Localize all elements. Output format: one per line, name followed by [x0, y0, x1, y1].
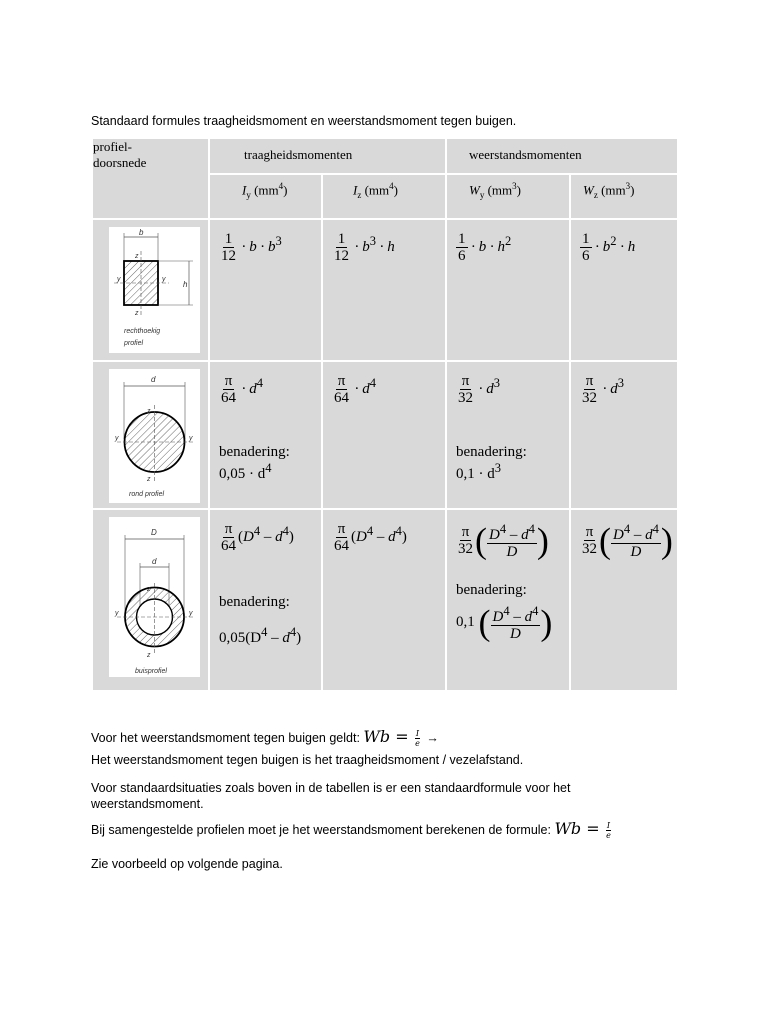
tube-axis-y-left: y	[115, 610, 119, 617]
round-iy-approx: benadering: $0,05 \cdot d^4$	[219, 444, 321, 483]
round-iy-approx-label: benadering:	[219, 444, 290, 460]
round-profile-drawing	[109, 369, 200, 503]
header-row	[92, 138, 678, 174]
rect-caption-line2: profiel	[124, 340, 144, 347]
tube-dim-d: d	[152, 557, 157, 566]
header-profiel-line2: doorsnede	[93, 155, 147, 170]
round-dim-d: d	[151, 375, 156, 384]
tube-iy-approx-label: benadering:	[219, 594, 290, 610]
line1-formula-wb: Wb =	[363, 727, 409, 746]
tube-axis-z-top: z	[147, 586, 151, 593]
tube-profile-drawing	[109, 517, 200, 677]
round-wy-approx-value: 0,1 · d	[456, 466, 495, 482]
rect-axis-y-right: y	[162, 276, 166, 283]
header-profiel-line1: profiel-	[93, 139, 132, 154]
tube-caption: buisprofiel	[135, 668, 167, 675]
row-rond	[92, 361, 678, 509]
tube-iy-approx: benadering: $0,05(D^4 - d^4)$	[219, 594, 321, 647]
round-axis-z-top: z	[147, 408, 151, 415]
formula-tube-wz: $\frac{\pi}{32}$ ( $\frac{D^4 - d^4}{D}$ )	[570, 509, 678, 691]
formula-rect-wy: $\frac{1}{6}$ · $b \cdot h^2$	[446, 219, 570, 361]
text-line-3a: Voor standaardsituaties zoals boven in de tabellen is er een standaardformule voor het	[91, 781, 571, 795]
tube-axis-z-bottom: z	[147, 652, 151, 659]
header-profiel	[92, 138, 209, 219]
round-axis-y-right: y	[189, 435, 193, 442]
line1-arrow: →	[426, 731, 439, 745]
line4-prefix: Bij samengestelde profielen moet je het weerstandsmoment berekenen de formule:	[91, 823, 551, 837]
page-title: Standaard formules traagheidsmoment en weerstandsmoment tegen buigen.	[91, 114, 517, 128]
profile-rect-cell	[92, 219, 209, 361]
rect-axis-z-bottom: z	[135, 310, 139, 317]
formula-table	[91, 137, 679, 692]
round-wy-approx-label: benadering:	[456, 444, 527, 460]
col-iz-header: $I_z$ $(mm^4)$	[322, 174, 446, 219]
text-line-1	[91, 727, 439, 748]
rect-axis-z-top: z	[135, 253, 139, 260]
rect-dim-h: h	[183, 280, 188, 289]
col-iy-header: $I_y$ $(mm^4)$	[209, 174, 322, 219]
line4-fraction: $\frac{I}{e}$	[606, 821, 611, 841]
col-wz-header: $W_z$ $(mm^3)$	[570, 174, 678, 219]
formula-tube-iy: $\frac{\pi}{64}$ $(D^4 - d^4)$ benadering: $0,05(D^4 - d^4)$	[209, 509, 322, 691]
row-rechthoekig	[92, 219, 678, 361]
header-traagheid: traagheidsmomenten	[209, 138, 446, 174]
formula-rect-iy: $\frac{1}{12}$ · $b \cdot b^3$	[209, 219, 322, 361]
text-line-4	[91, 819, 614, 840]
round-wy-approx: benadering: $0,1 \cdot d^3$	[456, 444, 569, 483]
formula-round-iz: $\frac{\pi}{64}$ · $d^4$	[322, 361, 446, 509]
row-buis	[92, 509, 678, 691]
text-line-3b: weerstandsmoment.	[91, 797, 204, 811]
tube-dim-D: D	[151, 528, 157, 537]
tube-wy-approx-value: 0,1	[456, 613, 475, 630]
round-axis-z-bottom: z	[147, 476, 151, 483]
formula-round-iy: $\frac{\pi}{64}$ · $d^4$ benadering: $0,05 \cdot d^4$	[209, 361, 322, 509]
formula-tube-wy: $\frac{\pi}{32}$ ( $\frac{D^4 - d^4}{D}$ ) benadering: 0,1 ( $\frac{D^4 - d^4}{D}$ )	[446, 509, 570, 691]
formula-tube-iz: $\frac{\pi}{64}$ $(D^4 - d^4)$	[322, 509, 446, 691]
profile-round-cell	[92, 361, 209, 509]
formula-round-wy: $\frac{\pi}{32}$ · $d^3$ benadering: $0,1 \cdot d^3$	[446, 361, 570, 509]
line4-formula-wb: Wb =	[554, 819, 600, 838]
text-line-5: Zie voorbeeld op volgende pagina.	[91, 857, 283, 871]
tube-iy-approx-value: 0,05(D	[219, 630, 262, 646]
tube-wy-approx-label: benadering:	[456, 582, 527, 598]
round-iy-approx-value: 0,05 · d	[219, 466, 266, 482]
tube-axis-y-right: y	[189, 610, 193, 617]
round-caption: rond profiel	[129, 491, 165, 498]
formula-round-wz: $\frac{\pi}{32}$ · $d^3$	[570, 361, 678, 509]
tube-wy-approx: benadering: 0,1 ( $\frac{D^4 - d^4}{D}$ )	[456, 582, 569, 642]
header-weerstand: weerstandsmomenten	[446, 138, 678, 174]
line1-fraction: $\frac{I}{e}$	[415, 729, 420, 749]
profile-tube-cell	[92, 509, 209, 691]
formula-rect-wz: $\frac{1}{6}$ · $b^2 \cdot h$	[570, 219, 678, 361]
line1-prefix: Voor het weerstandsmoment tegen buigen geldt:	[91, 731, 360, 745]
rect-dim-b: b	[139, 228, 144, 237]
rect-profile-drawing	[109, 227, 200, 353]
rect-caption-line1: rechthoekig	[124, 328, 161, 335]
text-line-2: Het weerstandsmoment tegen buigen is het traagheidsmoment / vezelafstand.	[91, 753, 524, 767]
round-axis-y-left: y	[115, 435, 119, 442]
rect-axis-y-left: y	[117, 276, 121, 283]
col-wy-header: $W_y$ $(mm^3)$	[446, 174, 570, 219]
formula-rect-iz: $\frac{1}{12}$ · $b^3 \cdot h$	[322, 219, 446, 361]
